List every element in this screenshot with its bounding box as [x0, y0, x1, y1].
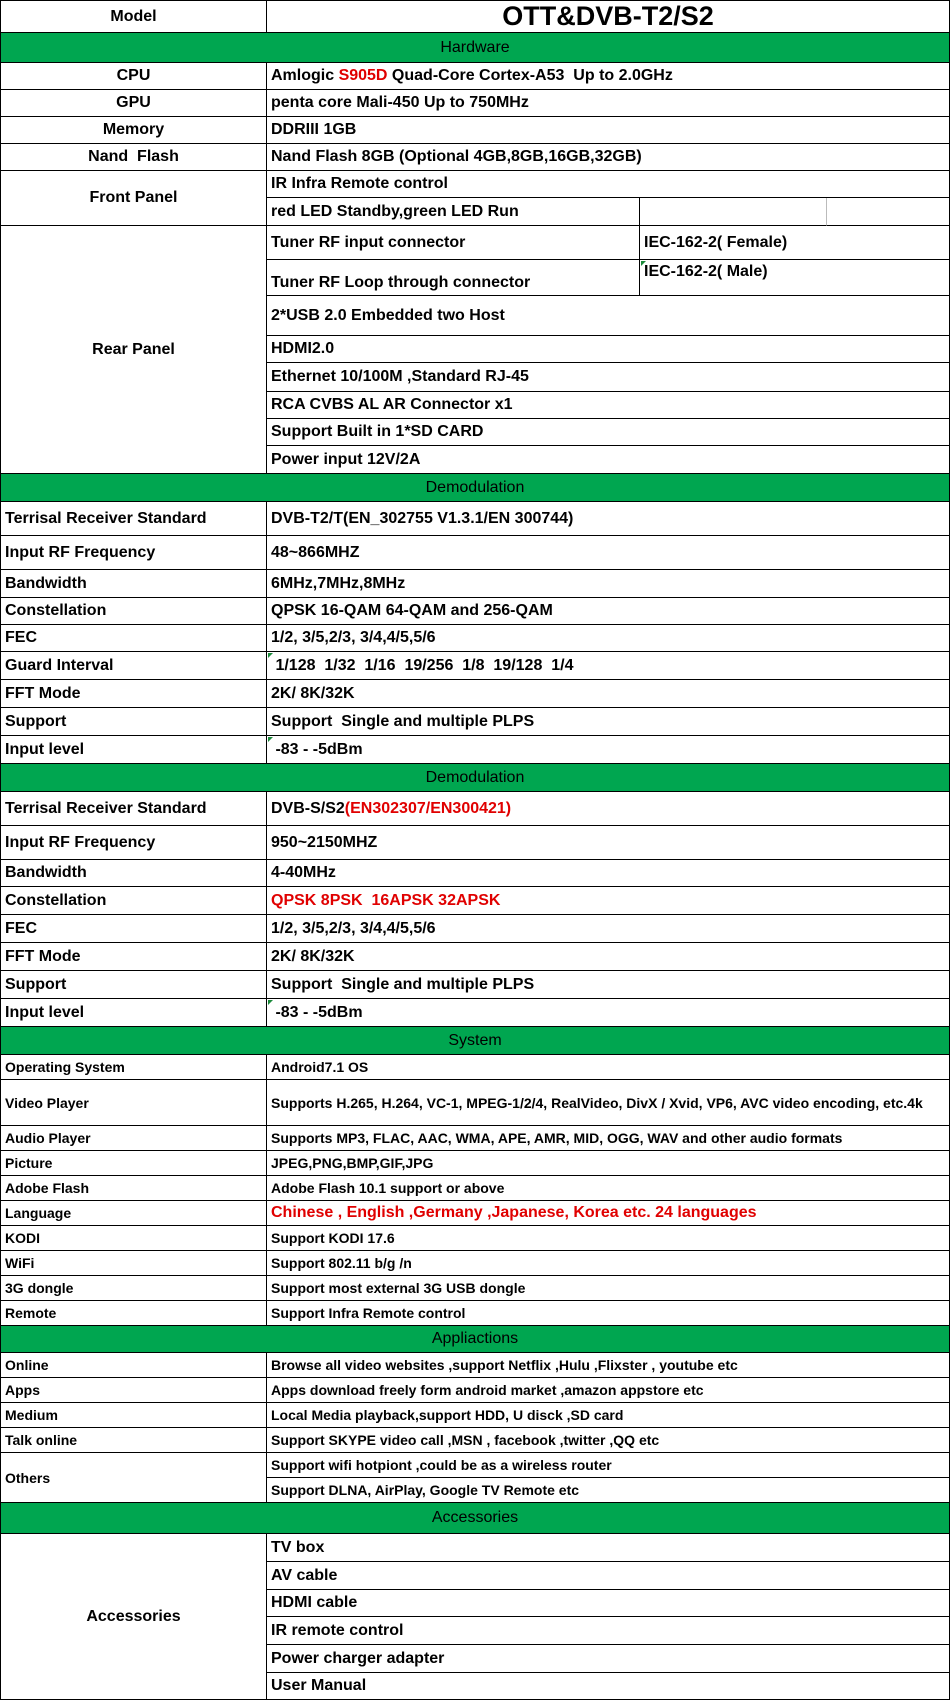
system-picture-label: Picture: [0, 1151, 267, 1176]
rear-rf-loop-value: [640, 260, 950, 296]
rear-panel-value: 2*USB 2.0 Embedded two Host: [267, 296, 950, 336]
apps-talk-label: Talk online: [0, 1428, 267, 1453]
demod-s2-value: [267, 999, 950, 1027]
demod-s2-label: Bandwidth: [0, 860, 267, 887]
demod-t2-label: Input RF Frequency: [0, 536, 267, 570]
system-os-label: Operating System: [0, 1055, 267, 1080]
system-os-value: Android7.1 OS: [267, 1055, 950, 1080]
system-language-label: Language: [0, 1201, 267, 1226]
cpu-value-suffix: Quad-Core Cortex-A53 Up to 2.0GHz: [387, 67, 673, 84]
demod-s2-value: 2K/ 8K/32K: [267, 943, 950, 971]
accessory-item: User Manual: [267, 1673, 950, 1700]
empty-cell: [640, 198, 827, 226]
demod-s2-value: 950~2150MHZ: [267, 826, 950, 860]
rear-rf-loop-label: Tuner RF Loop through connector: [267, 260, 640, 296]
system-video-value: Supports H.265, H.264, VC-1, MPEG-1/2/4, RealVideo, DivX / Xvid, VP6, AVC video encoding, etc.4k: [267, 1080, 950, 1126]
apps-medium-label: Medium: [0, 1403, 267, 1428]
demod-t2-label: Input level: [0, 736, 267, 764]
demod-s2-value: 4-40MHz: [267, 860, 950, 887]
rear-panel-value: Power input 12V/2A: [267, 446, 950, 474]
system-flash-label: Adobe Flash: [0, 1176, 267, 1201]
cpu-value-prefix: Amlogic: [271, 67, 339, 84]
system-dongle-value: Support most external 3G USB dongle: [267, 1276, 950, 1301]
accessory-item: Power charger adapter: [267, 1645, 950, 1673]
system-picture-value: JPEG,PNG,BMP,GIF,JPG: [267, 1151, 950, 1176]
demod-t2-label: Bandwidth: [0, 570, 267, 598]
system-audio-label: Audio Player: [0, 1126, 267, 1151]
gpu-label: GPU: [0, 90, 267, 117]
demod-t2-label: Terrisal Receiver Standard: [0, 502, 267, 536]
rear-rf-input-value: IEC-162-2( Female): [640, 226, 950, 260]
demod-t2-label: Guard Interval: [0, 652, 267, 680]
front-panel-label: Front Panel: [0, 171, 267, 226]
accessory-item: HDMI cable: [267, 1590, 950, 1617]
system-kodi-label: KODI: [0, 1226, 267, 1251]
demod-s2-standard-prefix: DVB-S/S2: [271, 799, 345, 817]
cell-flag-icon: [268, 653, 273, 658]
demod-t2-value: Support Single and multiple PLPS: [267, 708, 950, 736]
demod-t2-label: Support: [0, 708, 267, 736]
rear-panel-value: Support Built in 1*SD CARD: [267, 419, 950, 446]
system-language-value: Chinese , English ,Germany ,Japanese, Korea etc. 24 languages: [267, 1201, 950, 1226]
apps-online-label: Online: [0, 1353, 267, 1378]
demod-s2-label: Input RF Frequency: [0, 826, 267, 860]
cpu-value: [267, 63, 950, 90]
model-value: OTT&DVB-T2/S2: [267, 0, 950, 33]
demod-t2-label: FFT Mode: [0, 680, 267, 708]
demod-s2-label: FEC: [0, 915, 267, 943]
section-demodulation-s2: Demodulation: [0, 764, 950, 792]
system-kodi-value: Support KODI 17.6: [267, 1226, 950, 1251]
system-wifi-label: WiFi: [0, 1251, 267, 1276]
demod-t2-value: DVB-T2/T(EN_302755 V1.3.1/EN 300744): [267, 502, 950, 536]
demod-s2-label: Input level: [0, 999, 267, 1027]
demod-t2-value: [267, 652, 950, 680]
memory-label: Memory: [0, 117, 267, 144]
section-accessories: Accessories: [0, 1503, 950, 1534]
apps-apps-value: Apps download freely form android market ,amazon appstore etc: [267, 1378, 950, 1403]
apps-others-value: Support wifi hotpiont ,could be as a wireless router: [267, 1453, 950, 1478]
section-demodulation-t2: Demodulation: [0, 474, 950, 502]
accessories-label: Accessories: [0, 1534, 267, 1700]
section-system: System: [0, 1027, 950, 1055]
apps-others-value: Support DLNA, AirPlay, Google TV Remote etc: [267, 1478, 950, 1503]
rear-rf-input-label: Tuner RF input connector: [267, 226, 640, 260]
apps-talk-value: Support SKYPE video call ,MSN , facebook ,twitter ,QQ etc: [267, 1428, 950, 1453]
apps-others-label: Others: [0, 1453, 267, 1503]
cpu-model-highlight: S905D: [338, 67, 388, 84]
demod-s2-value: Support Single and multiple PLPS: [267, 971, 950, 999]
demod-t2-guard-text: 1/128 1/32 1/16 19/256 1/8 19/128 1/4: [271, 656, 574, 674]
demod-t2-value: 2K/ 8K/32K: [267, 680, 950, 708]
demod-s2-standard-highlight: (EN302307/EN300421): [344, 799, 512, 817]
demod-t2-label: FEC: [0, 625, 267, 652]
rear-rf-loop-value-text: IEC-162-2( Male): [644, 263, 768, 280]
demod-t2-level-text: -83 - -5dBm: [271, 740, 363, 758]
model-label: Model: [0, 0, 267, 33]
front-panel-value: IR Infra Remote control: [267, 171, 950, 198]
apps-medium-value: Local Media playback,support HDD, U disck ,SD card: [267, 1403, 950, 1428]
system-wifi-value: Support 802.11 b/g /n: [267, 1251, 950, 1276]
system-video-label: Video Player: [0, 1080, 267, 1126]
rear-panel-value: Ethernet 10/100M ,Standard RJ-45: [267, 363, 950, 392]
demod-t2-value: 48~866MHZ: [267, 536, 950, 570]
system-audio-value: Supports MP3, FLAC, AAC, WMA, APE, AMR, MID, OGG, WAV and other audio formats: [267, 1126, 950, 1151]
system-flash-value: Adobe Flash 10.1 support or above: [267, 1176, 950, 1201]
empty-cell: [827, 198, 950, 226]
front-panel-value: red LED Standby,green LED Run: [267, 198, 640, 226]
accessory-item: AV cable: [267, 1562, 950, 1590]
cpu-label: CPU: [0, 63, 267, 90]
gpu-value: penta core Mali-450 Up to 750MHz: [267, 90, 950, 117]
demod-s2-standard-label: Terrisal Receiver Standard: [0, 792, 267, 826]
accessory-item: IR remote control: [267, 1617, 950, 1645]
system-remote-value: Support Infra Remote control: [267, 1301, 950, 1326]
demod-t2-label: Constellation: [0, 598, 267, 625]
section-applications: Appliactions: [0, 1326, 950, 1353]
section-hardware: Hardware: [0, 33, 950, 63]
system-dongle-label: 3G dongle: [0, 1276, 267, 1301]
rear-panel-label: Rear Panel: [0, 226, 267, 474]
demod-t2-value: 6MHz,7MHz,8MHz: [267, 570, 950, 598]
apps-apps-label: Apps: [0, 1378, 267, 1403]
nand-value: Nand Flash 8GB (Optional 4GB,8GB,16GB,32GB): [267, 144, 950, 171]
rear-panel-value: HDMI2.0: [267, 336, 950, 363]
accessory-item: TV box: [267, 1534, 950, 1562]
cell-flag-icon: [268, 737, 273, 742]
cell-flag-icon: [268, 1000, 273, 1005]
demod-s2-label: FFT Mode: [0, 943, 267, 971]
rear-panel-value: RCA CVBS AL AR Connector x1: [267, 392, 950, 419]
cell-flag-icon: [641, 261, 646, 266]
nand-label: Nand Flash: [0, 144, 267, 171]
demod-s2-constellation-label: Constellation: [0, 887, 267, 915]
demod-s2-standard-value: [267, 792, 950, 826]
demod-s2-value: 1/2, 3/5,2/3, 3/4,4/5,5/6: [267, 915, 950, 943]
apps-online-value: Browse all video websites ,support Netflix ,Hulu ,Flixster , youtube etc: [267, 1353, 950, 1378]
demod-t2-value: 1/2, 3/5,2/3, 3/4,4/5,5/6: [267, 625, 950, 652]
system-remote-label: Remote: [0, 1301, 267, 1326]
demod-t2-value: [267, 736, 950, 764]
demod-s2-level-text: -83 - -5dBm: [271, 1003, 363, 1021]
demod-t2-value: QPSK 16-QAM 64-QAM and 256-QAM: [267, 598, 950, 625]
memory-value: DDRIII 1GB: [267, 117, 950, 144]
demod-s2-constellation-value: QPSK 8PSK 16APSK 32APSK: [267, 887, 950, 915]
demod-s2-label: Support: [0, 971, 267, 999]
